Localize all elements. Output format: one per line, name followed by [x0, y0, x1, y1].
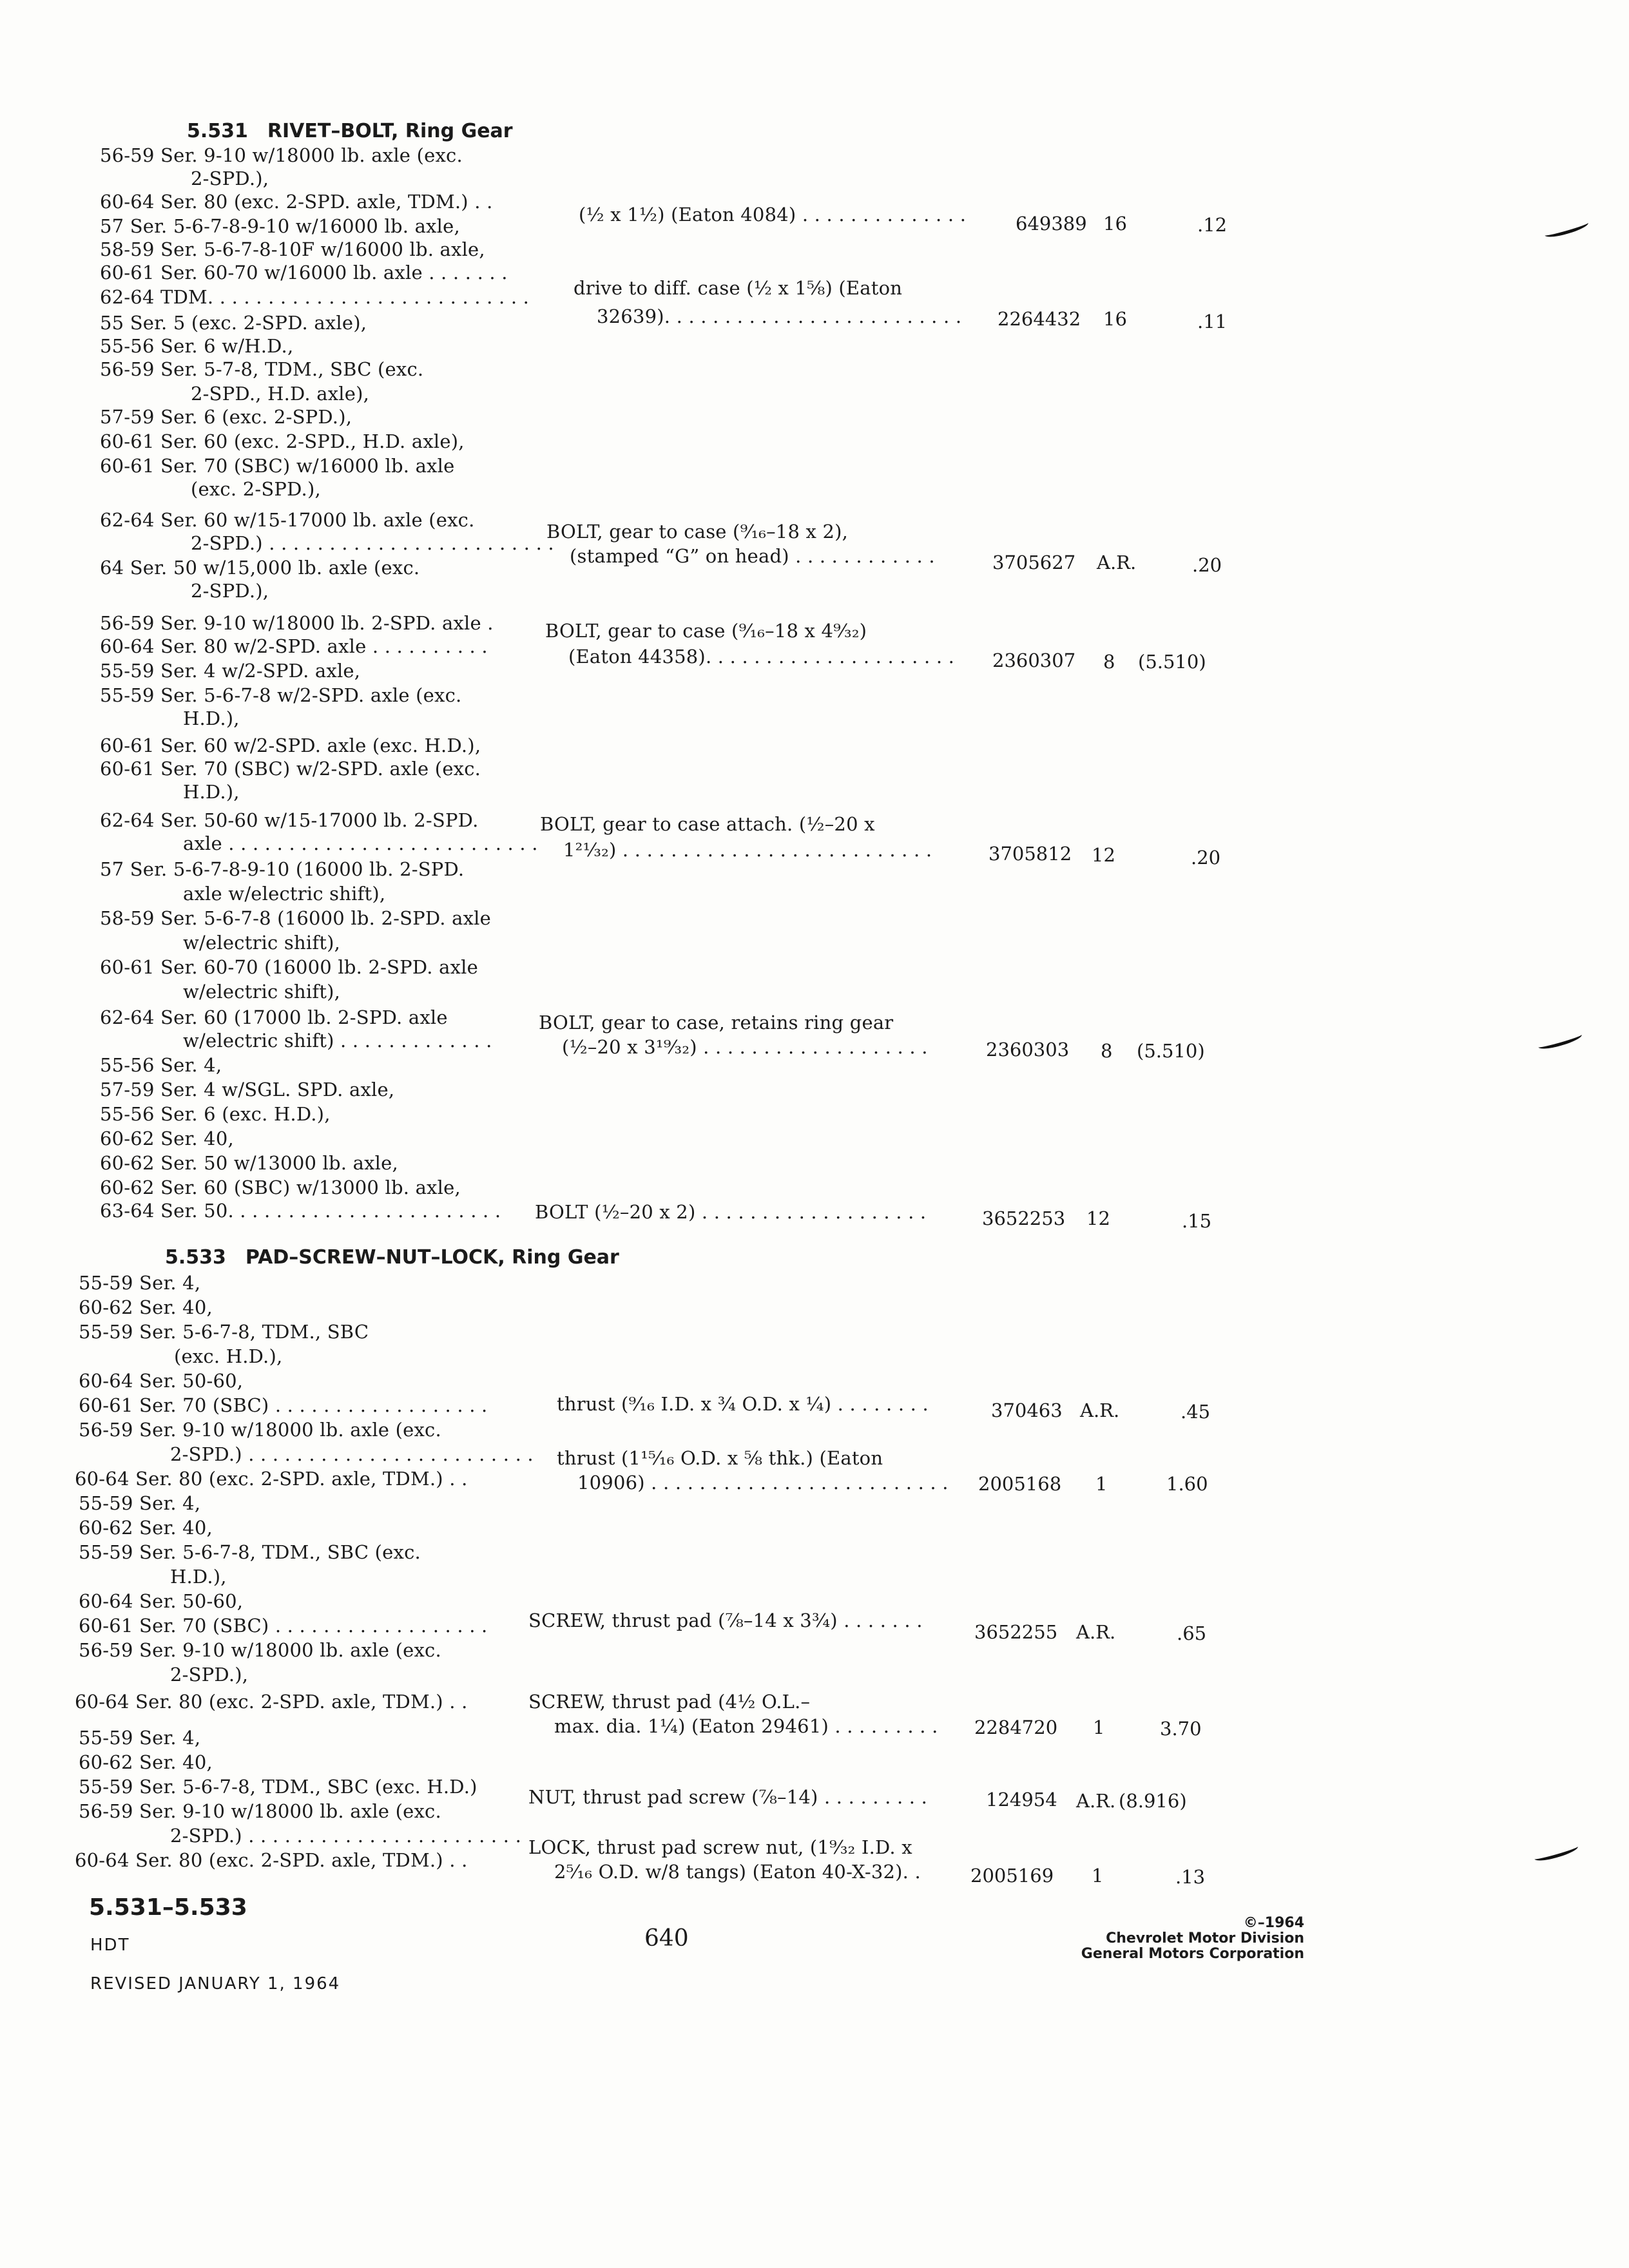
application-line: 55-59 Ser. 4,	[79, 1727, 201, 1749]
application-line: 60-61 Ser. 70 (SBC) . . . . . . . . . . . . . . . . . .	[79, 1615, 488, 1637]
part-quantity: 1	[1092, 1865, 1104, 1887]
application-line: 57-59 Ser. 4 w/SGL. SPD. axle,	[100, 1079, 395, 1100]
part-quantity: A.R.	[1076, 1621, 1116, 1643]
part-price: .12	[1197, 214, 1228, 236]
part-quantity: A.R.	[1080, 1399, 1120, 1421]
part-description: (½–20 x 3¹⁹⁄₃₂) . . . . . . . . . . . . . . . . . . .	[562, 1036, 928, 1058]
application-line: 2-SPD.),	[170, 1664, 249, 1686]
application-line: 55-59 Ser. 5-6-7-8 w/2-SPD. axle (exc.	[100, 684, 462, 706]
application-line: w/electric shift),	[183, 932, 341, 954]
application-line: 60-64 Ser. 50-60,	[79, 1370, 244, 1392]
part-quantity: 12	[1092, 844, 1115, 866]
part-description: SCREW, thrust pad (4½ O.L.–	[528, 1691, 811, 1713]
part-quantity: 16	[1103, 308, 1127, 330]
application-line: 55-56 Ser. 6 (exc. H.D.),	[100, 1103, 331, 1125]
application-line: 56-59 Ser. 9-10 w/18000 lb. axle (exc.	[79, 1639, 441, 1661]
part-description: NUT, thrust pad screw (⅞–14) . . . . . . . . .	[528, 1786, 928, 1808]
part-price: (5.510)	[1137, 1040, 1205, 1062]
application-line: w/electric shift),	[183, 981, 341, 1003]
application-line: 62-64 Ser. 50-60 w/15-17000 lb. 2-SPD.	[100, 809, 479, 831]
part-price: .65	[1177, 1622, 1207, 1644]
application-line: 60-61 Ser. 60-70 w/16000 lb. axle . . . . . . .	[100, 262, 508, 284]
application-line: 55-59 Ser. 4,	[79, 1272, 201, 1294]
application-line: 58-59 Ser. 5-6-7-8 (16000 lb. 2-SPD. axle	[100, 907, 492, 929]
application-line: (exc. H.D.),	[174, 1345, 283, 1367]
application-line: w/electric shift) . . . . . . . . . . . . .	[183, 1030, 492, 1052]
part-quantity: 12	[1086, 1207, 1110, 1229]
footer-corporation: General Motors Corporation	[1081, 1946, 1304, 1962]
part-number: 3652253	[982, 1207, 1066, 1229]
part-description: 2⁵⁄₁₆ O.D. w/8 tangs) (Eaton 40-X-32). .	[554, 1861, 921, 1883]
application-line: 60-64 Ser. 80 (exc. 2-SPD. axle, TDM.) . .	[75, 1691, 468, 1713]
application-line: 56-59 Ser. 9-10 w/18000 lb. axle (exc.	[79, 1800, 441, 1822]
binder-mark	[1543, 218, 1589, 240]
part-number: 2005169	[970, 1865, 1054, 1887]
application-line: 2-SPD., H.D. axle),	[191, 383, 370, 405]
application-line: 55-59 Ser. 5-6-7-8, TDM., SBC (exc.	[79, 1541, 421, 1563]
application-line: 60-62 Ser. 60 (SBC) w/13000 lb. axle,	[100, 1177, 461, 1198]
application-line: 60-61 Ser. 70 (SBC) w/2-SPD. axle (exc.	[100, 758, 481, 780]
part-price: .20	[1192, 554, 1222, 576]
application-line: 62-64 Ser. 60 (17000 lb. 2-SPD. axle	[100, 1006, 448, 1028]
part-description: (stamped “G” on head) . . . . . . . . . . . .	[570, 545, 935, 567]
part-number: 3652255	[974, 1621, 1058, 1643]
part-price: (5.510)	[1138, 651, 1206, 673]
application-line: (exc. 2-SPD.),	[191, 478, 321, 500]
application-line: 62-64 Ser. 60 w/15-17000 lb. axle (exc.	[100, 509, 475, 531]
application-line: 60-64 Ser. 80 (exc. 2-SPD. axle, TDM.) . .	[75, 1849, 468, 1871]
part-description: 1²¹⁄₃₂) . . . . . . . . . . . . . . . . . . . . . . . . . .	[563, 839, 932, 861]
part-quantity: 1	[1093, 1716, 1105, 1738]
section-subtitle: Ring Gear	[512, 1246, 619, 1269]
part-description: BOLT (½–20 x 2) . . . . . . . . . . . . . . . . . . .	[535, 1201, 927, 1223]
part-number: 3705812	[988, 843, 1072, 865]
footer-revised-date: REVISED JANUARY 1, 1964	[90, 1974, 341, 1994]
part-description: (½ x 1½) (Eaton 4084) . . . . . . . . . . . . . .	[579, 204, 967, 226]
part-description: (Eaton 44358). . . . . . . . . . . . . . . . . . . . .	[568, 646, 955, 668]
application-line: 2-SPD.) . . . . . . . . . . . . . . . . . . . . . . . .	[170, 1443, 534, 1465]
application-line: 56-59 Ser. 5-7-8, TDM., SBC (exc.	[100, 358, 424, 380]
part-description: BOLT, gear to case attach. (½–20 x	[540, 813, 875, 835]
part-description: drive to diff. case (½ x 1⅝) (Eaton	[574, 277, 903, 299]
part-quantity: 1	[1095, 1473, 1108, 1495]
section-number: 5.531	[187, 120, 248, 142]
application-line: 57 Ser. 5-6-7-8-9-10 (16000 lb. 2-SPD.	[100, 858, 465, 880]
application-line: 55-59 Ser. 5-6-7-8, TDM., SBC (exc. H.D.)	[79, 1776, 477, 1798]
application-line: 55-59 Ser. 4,	[79, 1492, 201, 1514]
application-line: 55-59 Ser. 4 w/2-SPD. axle,	[100, 660, 361, 682]
part-number: 3705627	[992, 552, 1076, 573]
application-line: 55-59 Ser. 5-6-7-8, TDM., SBC	[79, 1321, 369, 1343]
application-line: H.D.),	[170, 1566, 227, 1588]
section-title: RIVET–BOLT,	[267, 120, 399, 142]
part-number: 2005168	[978, 1473, 1062, 1495]
application-line: 56-59 Ser. 9-10 w/18000 lb. axle (exc.	[79, 1419, 441, 1441]
part-description: thrust (1¹⁵⁄₁₆ O.D. x ⅝ thk.) (Eaton	[557, 1447, 883, 1469]
part-price: .15	[1182, 1210, 1212, 1232]
part-number: 2360307	[992, 649, 1076, 671]
part-description: max. dia. 1¼) (Eaton 29461) . . . . . . . . .	[554, 1715, 938, 1737]
application-line: 60-61 Ser. 70 (SBC) w/16000 lb. axle	[100, 455, 455, 477]
part-description: 10906) . . . . . . . . . . . . . . . . . . . . . . . . .	[577, 1472, 949, 1494]
application-line: 60-61 Ser. 60 (exc. 2-SPD., H.D. axle),	[100, 430, 465, 452]
application-line: 57-59 Ser. 6 (exc. 2-SPD.),	[100, 406, 352, 428]
application-line: 57 Ser. 5-6-7-8-9-10 w/16000 lb. axle,	[100, 215, 460, 237]
part-description: SCREW, thrust pad (⅞–14 x 3¾) . . . . . . .	[528, 1610, 923, 1631]
application-line: axle w/electric shift),	[183, 883, 386, 905]
part-price: .20	[1191, 847, 1221, 869]
application-line: 60-62 Ser. 40,	[79, 1751, 213, 1773]
part-description: BOLT, gear to case, retains ring gear	[539, 1012, 894, 1033]
application-line: 60-62 Ser. 40,	[100, 1128, 234, 1149]
part-price: .45	[1181, 1401, 1211, 1423]
page-number: 640	[644, 1925, 689, 1952]
application-line: 2-SPD.) . . . . . . . . . . . . . . . . . . . . . . . .	[191, 532, 554, 554]
application-line: 2-SPD.),	[191, 580, 269, 602]
application-line: 55-56 Ser. 4,	[100, 1054, 222, 1076]
application-line: 63-64 Ser. 50. . . . . . . . . . . . . . . . . . . . . . .	[100, 1200, 501, 1222]
application-line: 60-64 Ser. 80 (exc. 2-SPD. axle, TDM.) . .	[100, 191, 493, 213]
part-description: LOCK, thrust pad screw nut, (1⁹⁄₃₂ I.D. x	[528, 1836, 912, 1858]
application-line: 60-62 Ser. 50 w/13000 lb. axle,	[100, 1152, 398, 1174]
application-line: 2-SPD.) . . . . . . . . . . . . . . . . . . . . . . .	[170, 1825, 522, 1847]
application-line: 60-64 Ser. 80 (exc. 2-SPD. axle, TDM.) . .	[75, 1468, 468, 1490]
application-line: 60-61 Ser. 60-70 (16000 lb. 2-SPD. axle	[100, 956, 479, 978]
part-price: .11	[1197, 311, 1228, 332]
application-line: 56-59 Ser. 9-10 w/18000 lb. 2-SPD. axle .	[100, 612, 494, 634]
part-quantity: A.R.	[1076, 1790, 1116, 1812]
application-line: 60-62 Ser. 40,	[79, 1296, 213, 1318]
binder-mark	[1537, 1030, 1583, 1052]
binder-mark	[1533, 1842, 1579, 1864]
footer-section-range: 5.531–5.533	[89, 1894, 247, 1921]
part-number: 649389	[1016, 213, 1087, 235]
part-description: 32639). . . . . . . . . . . . . . . . . . . . . . . . .	[597, 305, 962, 327]
application-line: 58-59 Ser. 5-6-7-8-10F w/16000 lb. axle,	[100, 238, 485, 260]
part-price: .13	[1175, 1866, 1206, 1888]
application-line: axle . . . . . . . . . . . . . . . . . . . . . . . . . .	[183, 832, 538, 854]
part-quantity: 16	[1103, 213, 1127, 235]
application-line: 55 Ser. 5 (exc. 2-SPD. axle),	[100, 312, 367, 334]
part-price: (8.916)	[1119, 1790, 1187, 1812]
section-subtitle: Ring Gear	[405, 120, 513, 142]
application-line: 60-62 Ser. 40,	[79, 1517, 213, 1539]
footer-copyright: ©–1964	[1243, 1915, 1304, 1931]
application-line: 64 Ser. 50 w/15,000 lb. axle (exc.	[100, 557, 420, 579]
part-price: 3.70	[1160, 1718, 1202, 1740]
application-line: H.D.),	[183, 781, 240, 803]
part-number: 124954	[986, 1789, 1057, 1811]
section-title: PAD–SCREW–NUT–LOCK,	[245, 1246, 505, 1269]
part-number: 370463	[991, 1399, 1063, 1421]
section-heading-533	[165, 1246, 619, 1269]
part-number: 2284720	[974, 1716, 1058, 1738]
part-description: BOLT, gear to case (⁹⁄₁₆–18 x 4⁹⁄₃₂)	[545, 620, 867, 642]
footer-hdt: HDT	[90, 1936, 130, 1955]
application-line: 56-59 Ser. 9-10 w/18000 lb. axle (exc.	[100, 144, 463, 166]
section-heading-531	[187, 120, 513, 143]
part-price: 1.60	[1166, 1473, 1208, 1495]
part-quantity: 8	[1103, 651, 1115, 673]
application-line: 55-56 Ser. 6 w/H.D.,	[100, 335, 294, 357]
application-line: 60-64 Ser. 50-60,	[79, 1590, 244, 1612]
section-number: 5.533	[165, 1246, 226, 1269]
part-description: thrust (⁹⁄₁₆ I.D. x ¾ O.D. x ¼) . . . . . . . .	[557, 1393, 929, 1415]
part-number: 2360303	[986, 1039, 1070, 1061]
part-number: 2264432	[998, 308, 1081, 330]
application-line: 60-61 Ser. 60 w/2-SPD. axle (exc. H.D.),	[100, 735, 481, 756]
footer-division: Chevrolet Motor Division	[1106, 1930, 1304, 1946]
application-line: 60-61 Ser. 70 (SBC) . . . . . . . . . . . . . . . . . .	[79, 1394, 488, 1416]
part-quantity: A.R.	[1097, 552, 1137, 573]
application-line: 60-64 Ser. 80 w/2-SPD. axle . . . . . . . . . .	[100, 635, 488, 657]
part-quantity: 8	[1101, 1040, 1113, 1062]
application-line: 2-SPD.),	[191, 168, 269, 189]
application-line: 62-64 TDM. . . . . . . . . . . . . . . . . . . . . . . . . . .	[100, 286, 530, 308]
part-description: BOLT, gear to case (⁹⁄₁₆–18 x 2),	[546, 521, 849, 543]
application-line: H.D.),	[183, 707, 240, 729]
